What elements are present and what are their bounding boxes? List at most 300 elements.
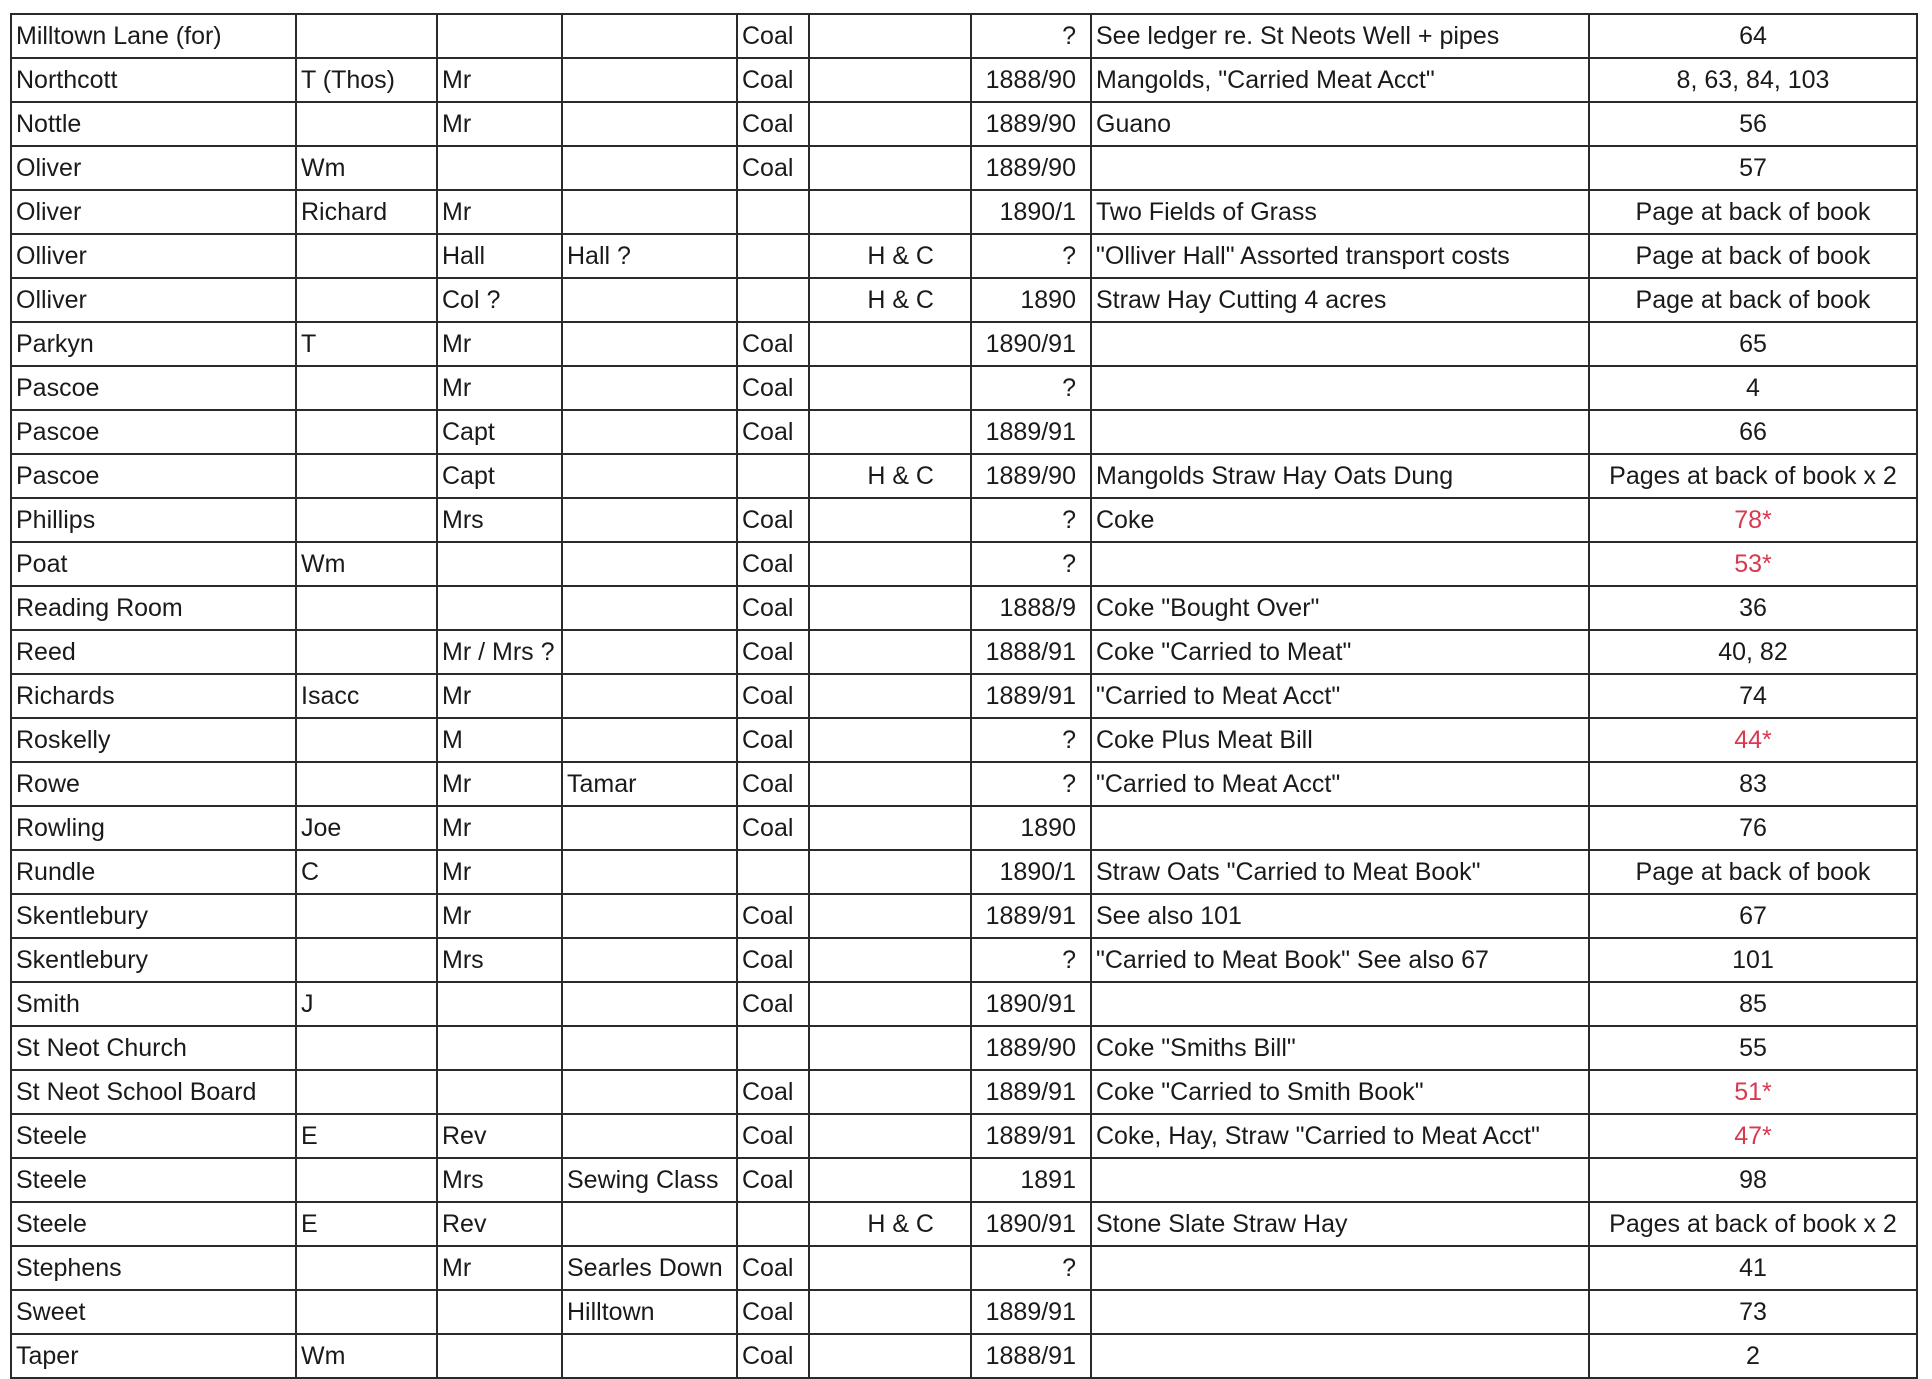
coal-cell: Coal <box>737 102 809 146</box>
surname-cell: Taper <box>11 1334 296 1378</box>
year-cell: ? <box>971 542 1091 586</box>
title-cell: Mr <box>437 762 562 806</box>
page-cell: 85 <box>1589 982 1917 1026</box>
surname-cell: Smith <box>11 982 296 1026</box>
haulage-cell: H & C <box>809 278 971 322</box>
table-row <box>11 190 1917 234</box>
year-cell: ? <box>971 762 1091 806</box>
year-cell: 1890 <box>971 806 1091 850</box>
comments-cell <box>1091 1158 1589 1202</box>
year-cell: ? <box>971 938 1091 982</box>
haulage-cell <box>809 146 971 190</box>
haulage-cell <box>809 1290 971 1334</box>
coal-cell: Coal <box>737 630 809 674</box>
haulage-cell <box>809 1026 971 1070</box>
forename-cell: C <box>296 850 437 894</box>
forename-cell <box>296 630 437 674</box>
coal-cell <box>737 278 809 322</box>
table-row <box>11 982 1917 1026</box>
page-cell: 66 <box>1589 410 1917 454</box>
surname-cell: Oliver <box>11 190 296 234</box>
coal-cell: Coal <box>737 1070 809 1114</box>
place-cell <box>562 146 737 190</box>
surname-cell: Steele <box>11 1202 296 1246</box>
forename-cell <box>296 454 437 498</box>
haulage-cell <box>809 102 971 146</box>
coal-cell: Coal <box>737 674 809 718</box>
comments-cell: Coke <box>1091 498 1589 542</box>
coal-cell: Coal <box>737 1246 809 1290</box>
place-cell <box>562 894 737 938</box>
page-cell: 53* <box>1589 542 1917 586</box>
title-cell: Mr <box>437 322 562 366</box>
surname-cell: Olliver <box>11 234 296 278</box>
forename-cell <box>296 894 437 938</box>
surname-cell: St Neot Church <box>11 1026 296 1070</box>
comments-cell: See ledger re. St Neots Well + pipes <box>1091 14 1589 58</box>
title-cell: Mr <box>437 806 562 850</box>
table-row <box>11 14 1917 58</box>
comments-cell: Guano <box>1091 102 1589 146</box>
forename-cell <box>296 718 437 762</box>
page-cell: 8, 63, 84, 103 <box>1589 58 1917 102</box>
coal-cell <box>737 850 809 894</box>
haulage-cell <box>809 542 971 586</box>
comments-cell: Coke "Carried to Meat" <box>1091 630 1589 674</box>
forename-cell <box>296 410 437 454</box>
place-cell <box>562 630 737 674</box>
haulage-cell <box>809 1246 971 1290</box>
haulage-cell <box>809 806 971 850</box>
surname-cell: Poat <box>11 542 296 586</box>
forename-cell <box>296 102 437 146</box>
title-cell: Mr <box>437 1246 562 1290</box>
haulage-cell <box>809 674 971 718</box>
page-cell: 76 <box>1589 806 1917 850</box>
coal-cell: Coal <box>737 366 809 410</box>
coal-cell: Coal <box>737 806 809 850</box>
page-cell: 47* <box>1589 1114 1917 1158</box>
table-row <box>11 894 1917 938</box>
comments-cell: "Carried to Meat Acct" <box>1091 674 1589 718</box>
forename-cell: Richard <box>296 190 437 234</box>
place-cell <box>562 718 737 762</box>
forename-cell: T (Thos) <box>296 58 437 102</box>
haulage-cell <box>809 410 971 454</box>
surname-cell: Oliver <box>11 146 296 190</box>
forename-cell <box>296 14 437 58</box>
place-cell <box>562 454 737 498</box>
surname-cell: Rowe <box>11 762 296 806</box>
year-cell: ? <box>971 718 1091 762</box>
comments-cell <box>1091 806 1589 850</box>
surname-cell: Rundle <box>11 850 296 894</box>
table-row <box>11 234 1917 278</box>
page-cell: 67 <box>1589 894 1917 938</box>
year-cell: 1889/91 <box>971 410 1091 454</box>
title-cell: Capt <box>437 454 562 498</box>
comments-cell <box>1091 410 1589 454</box>
comments-cell: Coke Plus Meat Bill <box>1091 718 1589 762</box>
surname-cell: Parkyn <box>11 322 296 366</box>
surname-cell: Steele <box>11 1114 296 1158</box>
title-cell: M <box>437 718 562 762</box>
title-cell <box>437 146 562 190</box>
title-cell: Rev <box>437 1114 562 1158</box>
forename-cell <box>296 234 437 278</box>
haulage-cell <box>809 718 971 762</box>
surname-cell: Olliver <box>11 278 296 322</box>
table-row <box>11 674 1917 718</box>
forename-cell: E <box>296 1114 437 1158</box>
title-cell: Rev <box>437 1202 562 1246</box>
surname-cell: Roskelly <box>11 718 296 762</box>
coal-cell: Coal <box>737 762 809 806</box>
coal-cell: Coal <box>737 938 809 982</box>
page-cell: 51* <box>1589 1070 1917 1114</box>
table-row <box>11 1158 1917 1202</box>
haulage-cell <box>809 1334 971 1378</box>
page-cell: 98 <box>1589 1158 1917 1202</box>
table-row <box>11 586 1917 630</box>
year-cell: 1889/90 <box>971 454 1091 498</box>
comments-cell: Mangolds, "Carried Meat Acct" <box>1091 58 1589 102</box>
haulage-cell <box>809 938 971 982</box>
table-row <box>11 762 1917 806</box>
table-row <box>11 1334 1917 1378</box>
haulage-cell <box>809 894 971 938</box>
haulage-cell <box>809 498 971 542</box>
place-cell <box>562 1114 737 1158</box>
place-cell <box>562 278 737 322</box>
surname-cell: Reading Room <box>11 586 296 630</box>
haulage-cell <box>809 1114 971 1158</box>
forename-cell <box>296 586 437 630</box>
comments-cell: Stone Slate Straw Hay <box>1091 1202 1589 1246</box>
year-cell: 1890/91 <box>971 982 1091 1026</box>
year-cell: 1890/1 <box>971 850 1091 894</box>
year-cell: ? <box>971 14 1091 58</box>
surname-cell: Pascoe <box>11 410 296 454</box>
comments-cell: Coke "Bought Over" <box>1091 586 1589 630</box>
table-row <box>11 322 1917 366</box>
surname-cell: Milltown Lane (for) <box>11 14 296 58</box>
year-cell: 1888/91 <box>971 1334 1091 1378</box>
table-row <box>11 806 1917 850</box>
comments-cell: Coke, Hay, Straw "Carried to Meat Acct" <box>1091 1114 1589 1158</box>
haulage-cell <box>809 322 971 366</box>
forename-cell <box>296 278 437 322</box>
page-cell: 101 <box>1589 938 1917 982</box>
coal-cell: Coal <box>737 1334 809 1378</box>
comments-cell <box>1091 366 1589 410</box>
year-cell: 1890 <box>971 278 1091 322</box>
title-cell: Mr <box>437 102 562 146</box>
place-cell <box>562 850 737 894</box>
coal-cell: Coal <box>737 1114 809 1158</box>
forename-cell: J <box>296 982 437 1026</box>
comments-cell: See also 101 <box>1091 894 1589 938</box>
table-row <box>11 542 1917 586</box>
year-cell: 1889/91 <box>971 674 1091 718</box>
coal-cell <box>737 1202 809 1246</box>
forename-cell: T <box>296 322 437 366</box>
page-cell: 41 <box>1589 1246 1917 1290</box>
year-cell: 1889/90 <box>971 146 1091 190</box>
forename-cell: Joe <box>296 806 437 850</box>
place-cell <box>562 674 737 718</box>
page-cell: 64 <box>1589 14 1917 58</box>
table-row <box>11 1114 1917 1158</box>
place-cell <box>562 542 737 586</box>
haulage-cell <box>809 762 971 806</box>
place-cell <box>562 938 737 982</box>
page-cell: 4 <box>1589 366 1917 410</box>
place-cell <box>562 806 737 850</box>
coal-cell: Coal <box>737 58 809 102</box>
coal-cell <box>737 234 809 278</box>
title-cell <box>437 1290 562 1334</box>
place-cell <box>562 366 737 410</box>
forename-cell: Wm <box>296 146 437 190</box>
page-cell: Page at back of book <box>1589 278 1917 322</box>
place-cell <box>562 58 737 102</box>
coal-cell: Coal <box>737 1158 809 1202</box>
coal-cell: Coal <box>737 542 809 586</box>
title-cell: Mrs <box>437 498 562 542</box>
forename-cell <box>296 1070 437 1114</box>
year-cell: ? <box>971 498 1091 542</box>
title-cell: Mr <box>437 366 562 410</box>
table-row <box>11 938 1917 982</box>
title-cell: Mr <box>437 190 562 234</box>
place-cell: Searles Down <box>562 1246 737 1290</box>
surname-cell: Sweet <box>11 1290 296 1334</box>
year-cell: 1889/90 <box>971 1026 1091 1070</box>
haulage-cell: H & C <box>809 234 971 278</box>
place-cell <box>562 1070 737 1114</box>
surname-cell: Pascoe <box>11 454 296 498</box>
forename-cell: Wm <box>296 542 437 586</box>
page-cell: Pages at back of book x 2 <box>1589 1202 1917 1246</box>
comments-cell: Two Fields of Grass <box>1091 190 1589 234</box>
page-cell: 73 <box>1589 1290 1917 1334</box>
table-row <box>11 1026 1917 1070</box>
table-row <box>11 366 1917 410</box>
coal-cell: Coal <box>737 410 809 454</box>
title-cell: Mrs <box>437 1158 562 1202</box>
place-cell: Sewing Class <box>562 1158 737 1202</box>
place-cell <box>562 102 737 146</box>
comments-cell <box>1091 1334 1589 1378</box>
title-cell <box>437 1334 562 1378</box>
comments-cell <box>1091 1246 1589 1290</box>
table-row <box>11 630 1917 674</box>
year-cell: ? <box>971 1246 1091 1290</box>
haulage-cell <box>809 850 971 894</box>
comments-cell <box>1091 146 1589 190</box>
place-cell: Hall ? <box>562 234 737 278</box>
title-cell: Mr <box>437 674 562 718</box>
comments-cell: Coke "Smiths Bill" <box>1091 1026 1589 1070</box>
table-body <box>11 14 1917 1378</box>
comments-cell <box>1091 322 1589 366</box>
haulage-cell <box>809 1158 971 1202</box>
coal-cell <box>737 190 809 234</box>
coal-cell <box>737 1026 809 1070</box>
year-cell: 1888/90 <box>971 58 1091 102</box>
comments-cell <box>1091 982 1589 1026</box>
table-row <box>11 1246 1917 1290</box>
page-cell: 57 <box>1589 146 1917 190</box>
surname-cell: Stephens <box>11 1246 296 1290</box>
ledger-index-table <box>10 13 1918 1379</box>
coal-cell: Coal <box>737 1290 809 1334</box>
haulage-cell: H & C <box>809 1202 971 1246</box>
forename-cell <box>296 1026 437 1070</box>
title-cell <box>437 982 562 1026</box>
year-cell: 1889/91 <box>971 1290 1091 1334</box>
page-cell: Page at back of book <box>1589 190 1917 234</box>
haulage-cell <box>809 14 971 58</box>
place-cell <box>562 190 737 234</box>
page-cell: Page at back of book <box>1589 234 1917 278</box>
page-cell: 74 <box>1589 674 1917 718</box>
forename-cell: E <box>296 1202 437 1246</box>
forename-cell <box>296 366 437 410</box>
year-cell: 1890/91 <box>971 1202 1091 1246</box>
coal-cell: Coal <box>737 322 809 366</box>
title-cell <box>437 1070 562 1114</box>
title-cell: Mr / Mrs ? <box>437 630 562 674</box>
title-cell <box>437 586 562 630</box>
surname-cell: Steele <box>11 1158 296 1202</box>
haulage-cell <box>809 190 971 234</box>
coal-cell: Coal <box>737 718 809 762</box>
year-cell: 1888/9 <box>971 586 1091 630</box>
forename-cell <box>296 938 437 982</box>
place-cell <box>562 498 737 542</box>
forename-cell <box>296 1158 437 1202</box>
coal-cell: Coal <box>737 14 809 58</box>
page-cell: 83 <box>1589 762 1917 806</box>
title-cell: Mr <box>437 58 562 102</box>
haulage-cell: H & C <box>809 454 971 498</box>
haulage-cell <box>809 982 971 1026</box>
page-cell: Page at back of book <box>1589 850 1917 894</box>
comments-cell: Straw Oats "Carried to Meat Book" <box>1091 850 1589 894</box>
title-cell: Hall <box>437 234 562 278</box>
page-cell: 36 <box>1589 586 1917 630</box>
place-cell <box>562 322 737 366</box>
page-cell: 2 <box>1589 1334 1917 1378</box>
forename-cell: Isacc <box>296 674 437 718</box>
haulage-cell <box>809 630 971 674</box>
year-cell: 1889/91 <box>971 1070 1091 1114</box>
table-row <box>11 278 1917 322</box>
year-cell: 1889/90 <box>971 102 1091 146</box>
year-cell: 1890/1 <box>971 190 1091 234</box>
place-cell <box>562 1334 737 1378</box>
year-cell: ? <box>971 366 1091 410</box>
table-row <box>11 498 1917 542</box>
comments-cell: Straw Hay Cutting 4 acres <box>1091 278 1589 322</box>
title-cell <box>437 542 562 586</box>
surname-cell: Pascoe <box>11 366 296 410</box>
year-cell: 1890/91 <box>971 322 1091 366</box>
place-cell <box>562 586 737 630</box>
year-cell: 1889/91 <box>971 894 1091 938</box>
page-cell: 44* <box>1589 718 1917 762</box>
coal-cell: Coal <box>737 586 809 630</box>
title-cell: Capt <box>437 410 562 454</box>
place-cell <box>562 410 737 454</box>
year-cell: 1889/91 <box>971 1114 1091 1158</box>
page-cell: 78* <box>1589 498 1917 542</box>
title-cell <box>437 1026 562 1070</box>
haulage-cell <box>809 366 971 410</box>
year-cell: 1891 <box>971 1158 1091 1202</box>
comments-cell: "Olliver Hall" Assorted transport costs <box>1091 234 1589 278</box>
place-cell <box>562 1202 737 1246</box>
surname-cell: Richards <box>11 674 296 718</box>
coal-cell: Coal <box>737 146 809 190</box>
table-row <box>11 454 1917 498</box>
table-row <box>11 1070 1917 1114</box>
year-cell: ? <box>971 234 1091 278</box>
title-cell: Mr <box>437 850 562 894</box>
page-cell: 65 <box>1589 322 1917 366</box>
surname-cell: Reed <box>11 630 296 674</box>
table-row <box>11 1290 1917 1334</box>
page-cell: Pages at back of book x 2 <box>1589 454 1917 498</box>
place-cell <box>562 1026 737 1070</box>
forename-cell <box>296 498 437 542</box>
forename-cell: Wm <box>296 1334 437 1378</box>
table-row <box>11 102 1917 146</box>
place-cell <box>562 14 737 58</box>
title-cell: Mr <box>437 894 562 938</box>
title-cell: Col ? <box>437 278 562 322</box>
comments-cell: Coke "Carried to Smith Book" <box>1091 1070 1589 1114</box>
surname-cell: Phillips <box>11 498 296 542</box>
forename-cell <box>296 1290 437 1334</box>
page-cell: 56 <box>1589 102 1917 146</box>
comments-cell: Mangolds Straw Hay Oats Dung <box>1091 454 1589 498</box>
page-cell: 55 <box>1589 1026 1917 1070</box>
table-row <box>11 850 1917 894</box>
comments-cell: "Carried to Meat Book" See also 67 <box>1091 938 1589 982</box>
surname-cell: Northcott <box>11 58 296 102</box>
table-row <box>11 718 1917 762</box>
surname-cell: Skentlebury <box>11 894 296 938</box>
haulage-cell <box>809 1070 971 1114</box>
haulage-cell <box>809 586 971 630</box>
table-row <box>11 1202 1917 1246</box>
comments-cell <box>1091 542 1589 586</box>
table-row <box>11 58 1917 102</box>
coal-cell <box>737 454 809 498</box>
comments-cell <box>1091 1290 1589 1334</box>
haulage-cell <box>809 58 971 102</box>
surname-cell: Nottle <box>11 102 296 146</box>
title-cell: Mrs <box>437 938 562 982</box>
page-cell: 40, 82 <box>1589 630 1917 674</box>
coal-cell: Coal <box>737 894 809 938</box>
surname-cell: Skentlebury <box>11 938 296 982</box>
coal-cell: Coal <box>737 498 809 542</box>
comments-cell: "Carried to Meat Acct" <box>1091 762 1589 806</box>
